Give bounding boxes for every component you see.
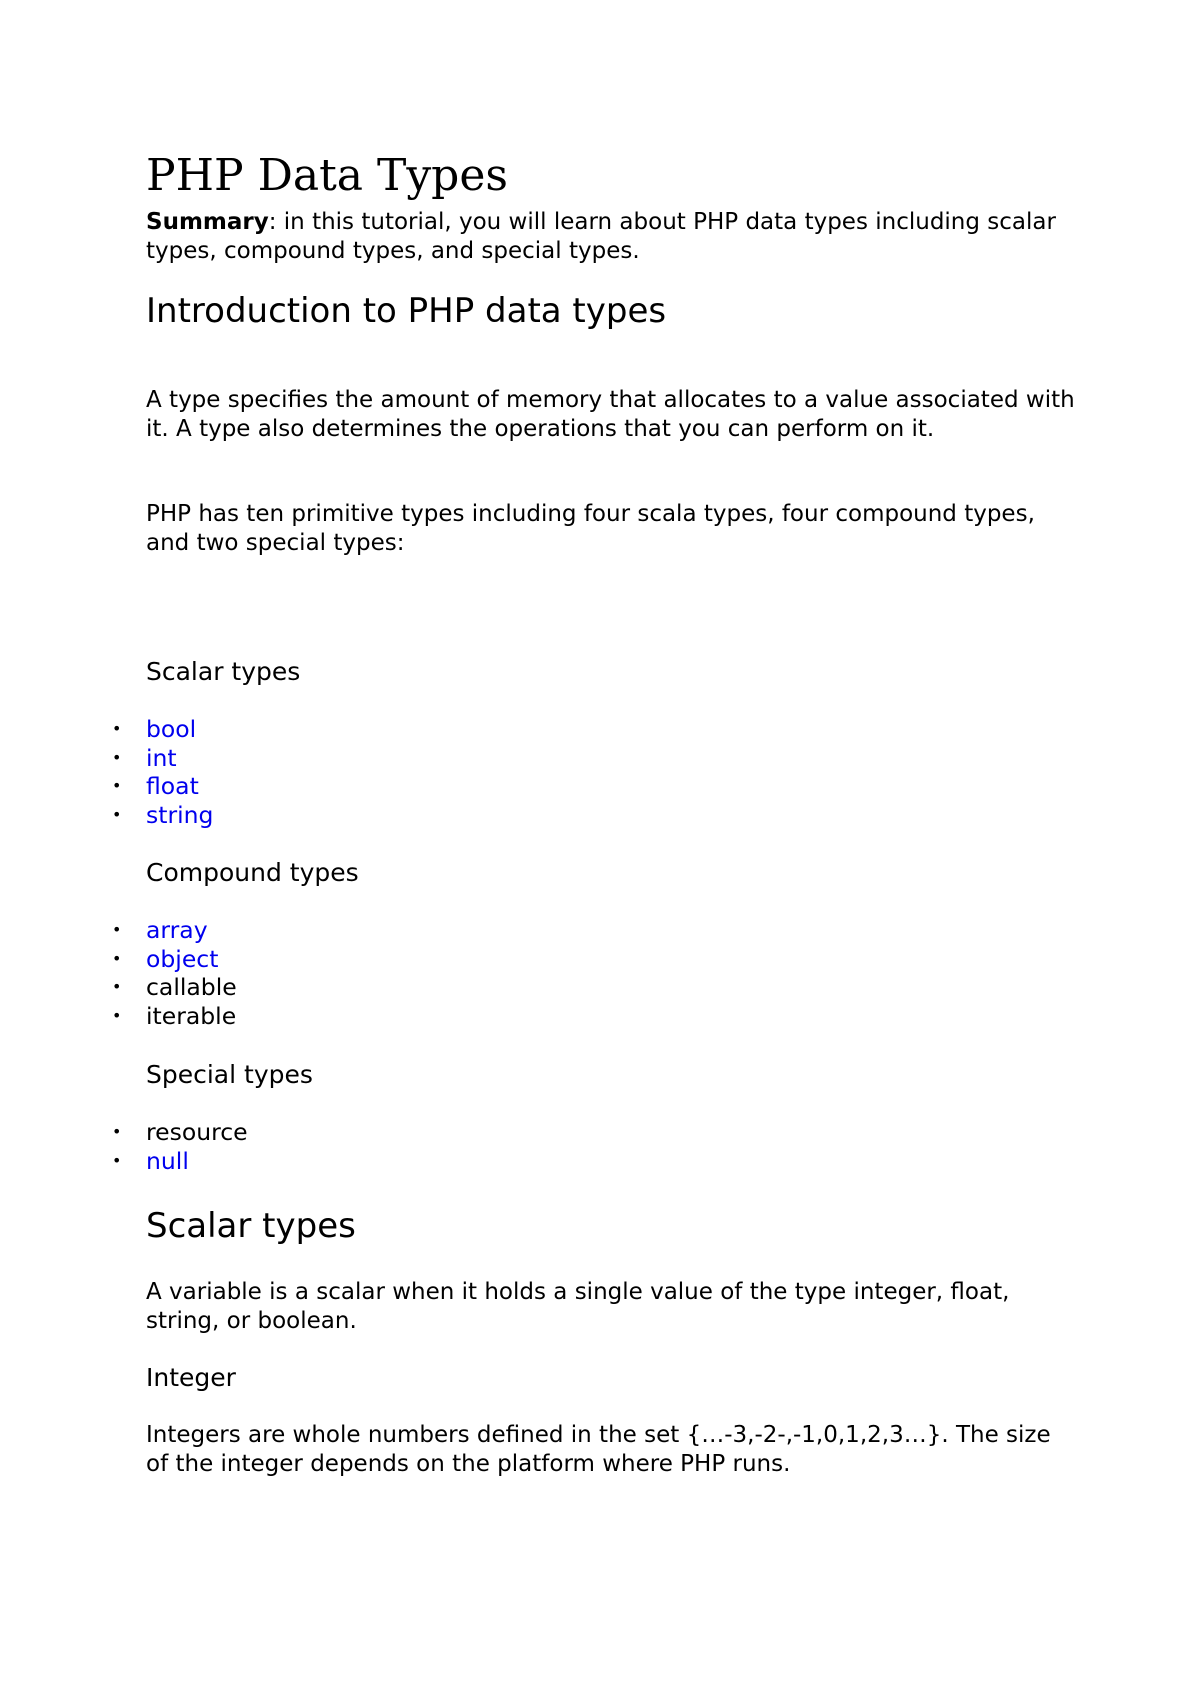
bullet-icon: • xyxy=(112,719,122,738)
float-link[interactable]: float xyxy=(146,772,199,801)
summary-label: Summary xyxy=(146,209,269,235)
intro-heading: Introduction to PHP data types xyxy=(146,291,667,331)
compound-types-list xyxy=(112,916,237,1030)
list-item xyxy=(112,743,213,773)
bullet-icon: • xyxy=(112,948,122,968)
list-item xyxy=(112,1001,237,1031)
iterable-text: iterable xyxy=(146,1001,237,1030)
scalar-types-list xyxy=(112,715,214,829)
int-link[interactable]: int xyxy=(146,743,177,772)
list-item xyxy=(112,973,237,1002)
callable-text: callable xyxy=(146,973,237,1002)
summary-paragraph xyxy=(146,208,1076,265)
intro-paragraph-2: PHP has ten primitive types including four scala types, four compound types, and two special types: xyxy=(146,501,1035,556)
list-item xyxy=(112,715,213,744)
null-link[interactable]: null xyxy=(146,1146,189,1175)
list-item xyxy=(112,916,237,945)
scalar-paragraph: A variable is a scalar when it holds a single value of the type integer, float, string, or boolean. xyxy=(146,1279,1010,1334)
bool-link[interactable]: bool xyxy=(146,715,197,743)
bullet-icon: • xyxy=(112,1150,122,1170)
bullet-icon: • xyxy=(112,1005,122,1025)
special-types-list xyxy=(112,1118,248,1175)
list-item xyxy=(112,1146,248,1176)
integer-paragraph: Integers are whole numbers defined in the set {…-3,-2-,-1,0,1,2,3…}. The size of the integer depends on the platform where PHP runs. xyxy=(146,1422,1051,1477)
list-item xyxy=(112,772,213,801)
array-link[interactable]: array xyxy=(146,916,208,944)
list-item xyxy=(112,1118,248,1147)
scalar-types-heading: Scalar types xyxy=(146,1206,356,1246)
bullet-icon: • xyxy=(112,776,122,796)
string-link[interactable]: string xyxy=(146,800,214,829)
bullet-icon: • xyxy=(112,804,122,824)
object-link[interactable]: object xyxy=(146,944,219,973)
special-types-subheading: Special types xyxy=(146,1060,313,1089)
bullet-icon: • xyxy=(112,747,122,767)
bullet-icon: • xyxy=(112,1122,122,1141)
bullet-icon: • xyxy=(112,920,122,939)
integer-subheading: Integer xyxy=(146,1363,236,1392)
compound-types-subheading: Compound types xyxy=(146,858,359,887)
scalar-types-subheading: Scalar types xyxy=(146,657,301,686)
list-item xyxy=(112,944,237,974)
page-title: PHP Data Types xyxy=(146,150,508,201)
bullet-icon: • xyxy=(112,977,122,997)
list-item xyxy=(112,800,214,830)
resource-text: resource xyxy=(146,1118,248,1146)
intro-paragraph-1: A type specifies the amount of memory that allocates to a value associated with it. A type also determines the operations that you can perform on it. xyxy=(146,387,1075,442)
summary-text: : in this tutorial, you will learn about PHP data types including scalar types, compound types, and special types. xyxy=(146,209,1056,264)
